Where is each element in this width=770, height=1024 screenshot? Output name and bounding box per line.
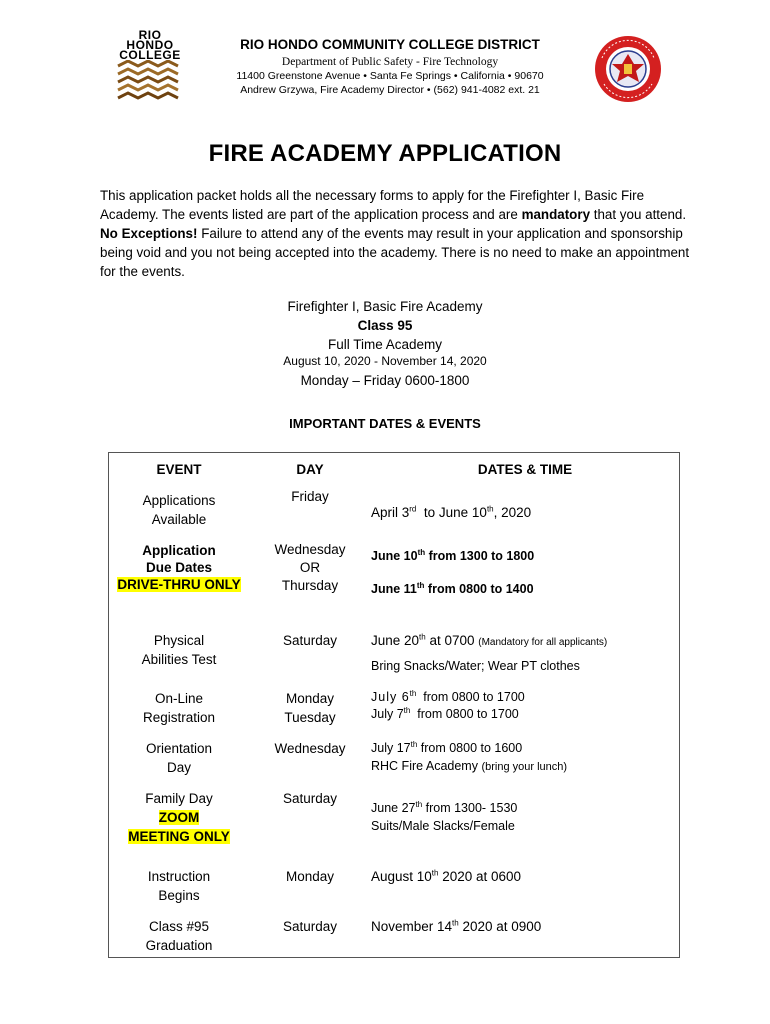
meeting-only-badge: MEETING ONLY [128,829,230,844]
day-text: Wednesday [274,741,346,756]
event-text: Begins [158,888,200,903]
date-part: from 1300- 1530 [422,801,518,815]
date-part: July 17 [371,741,411,755]
event-cell [109,911,250,957]
dates-text [371,783,679,817]
dates-cell [371,861,680,911]
table-row [109,861,680,911]
event-cell [109,733,250,783]
day-cell [249,535,371,625]
table-row [109,733,680,783]
day-text: Friday [291,489,329,504]
event-cell [109,535,250,625]
dates-text [371,535,679,566]
logo-line: HONDO [126,38,174,52]
event-text: Available [151,512,207,527]
table-header-row [109,453,680,486]
logo-line: RIO [138,28,162,42]
date-part: 2020 at 0900 [458,919,542,934]
day-cell [249,625,371,683]
col-header-day: DAY [296,461,324,477]
rio-hondo-logo [116,30,184,106]
date-suffix: th [403,705,411,715]
date-part: April 3 [371,505,410,520]
date-suffix: th [417,547,426,557]
logo-line: COLLEGE [119,48,181,62]
dates-text [371,706,679,723]
table-row [109,485,680,535]
dates-text [371,683,679,706]
dates-cell [371,911,680,957]
department-name: Department of Public Safety - Fire Technology [281,56,499,68]
lunch-note: (bring your lunch) [481,761,568,773]
dates-text: Suits/Male Slacks/Female [371,819,515,833]
dates-text [371,625,679,652]
table-row [109,911,680,957]
date-part: from 0800 to 1400 [424,582,534,596]
day-cell [249,733,371,783]
dates-text [371,757,679,776]
dates-cell [371,535,680,625]
col-header-event: EVENT [156,461,202,477]
event-text: Application [142,543,216,558]
event-text: Day [166,760,191,775]
date-suffix: th [416,580,425,590]
dates-text [371,911,679,936]
day-text: Monday [285,869,335,884]
fire-academy-badge [590,34,666,104]
table-row [109,535,680,625]
day-cell [249,485,371,535]
event-text: Registration [142,710,216,725]
date-part: from 0800 to 1700 [416,690,525,704]
table-row [109,683,680,733]
drive-thru-badge: DRIVE-THRU ONLY [117,577,241,592]
date-part: to June 10 [416,505,487,520]
event-cell [109,485,250,535]
day-text: Saturday [282,633,338,648]
date-part: from 1300 to 1800 [425,549,535,563]
mandatory-note: (Mandatory for all applicants) [478,637,608,648]
district-name: RIO HONDO COMMUNITY COLLEGE DISTRICT [240,37,540,52]
program-dates: August 10, 2020 - November 14, 2020 [283,354,487,368]
dates-text [371,485,679,522]
event-cell [109,683,250,733]
fire-academy-badge-icon [590,34,666,104]
event-text: Abilities Test [141,652,217,667]
col-header-dates: DATES & TIME [477,461,573,477]
date-part: RHC Fire Academy [371,759,482,773]
day-text: Wednesday [274,542,346,557]
date-part: June 27 [371,801,416,815]
event-text: Instruction [147,869,211,884]
intro-mandatory: mandatory [521,207,591,222]
date-part: from 0800 to 1600 [417,741,523,755]
intro-text: This application packet holds all the necessary forms to apply for the Firefighter I, Basic Fire Academy. The events listed are part of the application process and are [100,188,645,222]
event-cell [109,783,250,861]
intro-text: Failure to attend any of the events may result in your application and sponsorship being void and you not being accepted into the academy. There is no need to make an appointment for the events. [100,226,690,279]
letterhead [190,37,590,96]
dates-cell [371,625,680,683]
event-cell [109,861,250,911]
date-part: August 10 [371,869,432,884]
day-cell [249,683,371,733]
day-text: Saturday [282,791,338,806]
date-part: from 0800 to 1700 [410,707,519,721]
event-text: Orientation [145,741,213,756]
event-cell [109,625,250,683]
dates-cell [371,683,680,733]
date-suffix: th [415,799,423,809]
day-text: Tuesday [284,710,336,725]
zoom-badge: ZOOM [158,810,200,825]
date-suffix: th [431,868,439,878]
date-suffix: th [486,504,494,514]
date-part: July 6 [371,690,410,704]
date-part: July 7 [371,707,404,721]
table-row [109,625,680,683]
director-contact: Andrew Grzywa, Fire Academy Director • (562) 941-4082 ext. 21 [240,84,540,96]
date-part: 2020 at 0600 [438,869,522,884]
date-part: , 2020 [493,505,532,520]
table-heading: IMPORTANT DATES & EVENTS [289,416,481,431]
dates-cell [371,733,680,783]
date-part: June 11 [371,582,417,596]
event-text: On-Line [154,691,204,706]
intro-no-exceptions: No Exceptions! [100,226,198,241]
day-text: Saturday [282,919,338,934]
dates-text: Bring Snacks/Water; Wear PT clothes [371,659,580,673]
date-suffix: rd [409,504,417,514]
date-part: at 0700 [425,633,479,648]
program-name: Firefighter I, Basic Fire Academy [287,299,483,314]
date-suffix: th [452,918,459,928]
dates-text [371,566,679,599]
event-text: Graduation [145,938,213,953]
date-suffix: th [410,739,418,749]
event-text: Family Day [145,791,213,806]
day-cell [249,783,371,861]
intro-text: that you attend. [590,207,687,222]
date-suffix: th [409,688,417,698]
dates-text [371,733,679,757]
day-cell [249,911,371,957]
program-type: Full Time Academy [327,337,443,352]
date-part: June 10 [371,549,418,563]
day-text: Monday [285,691,335,706]
date-part: November 14 [371,919,453,934]
table-row [109,783,680,861]
day-text: OR [299,560,321,575]
event-text: Due Dates [145,560,213,575]
program-class: Class 95 [357,318,413,333]
logo-waves-icon [116,60,184,106]
dates-text [371,861,679,886]
intro-paragraph [100,186,700,281]
event-text: Class #95 [148,919,210,934]
address: 11400 Greenstone Avenue • Santa Fe Springs • California • 90670 [236,70,544,82]
date-part: June 20 [371,633,420,648]
page-title: FIRE ACADEMY APPLICATION [208,140,562,167]
event-text: Physical [153,633,205,648]
date-suffix: th [419,632,426,642]
dates-cell [371,783,680,861]
day-text: Thursday [281,578,339,593]
day-cell [249,861,371,911]
event-text: Applications [142,493,216,508]
program-schedule: Monday – Friday 0600-1800 [300,373,470,388]
events-table [108,452,680,958]
dates-cell [371,485,680,535]
